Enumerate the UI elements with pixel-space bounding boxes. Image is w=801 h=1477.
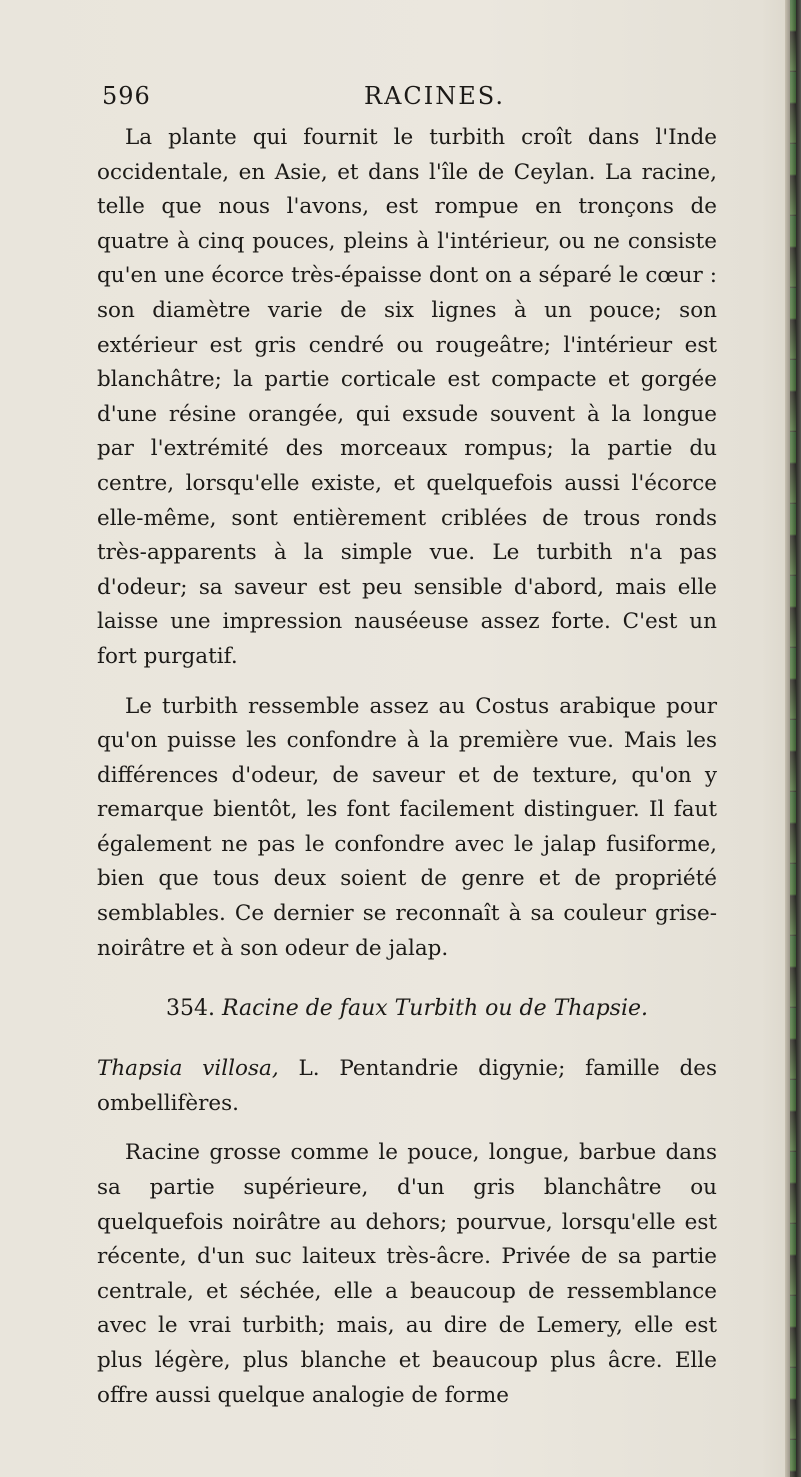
page-edge (785, 0, 801, 1477)
paragraph-turbith-comparison: Le turbith ressemble assez au Costus arabique pour qu'on puisse les confondre à la première vue. Mais les différences d'odeur, de saveur et de texture, qu'on y remarque bientôt, les font facilement distinguer. Il faut également ne pas le confondre avec le jalap fusiforme, bien que tous deux soient de genre et de propriété semblables. Ce dernier se reconnaît à sa couleur grise-noirâtre et à son odeur de jalap. (97, 693, 717, 961)
paragraph-binomial (97, 1052, 717, 1121)
running-title: RACINES. (364, 82, 505, 110)
latin-name: Thapsia villosa, (97, 1056, 279, 1082)
paragraph-turbith-description: La plante qui fournit le turbith croît dans l'Inde occidentale, en Asie, et dans l'île de Ceylan. La racine, telle que nous l'avons, est rompue en tronçons de quatre à cinq pouces, pleins à l'intérieur, ou ne consiste qu'en une écorce très-épaisse dont on a séparé le cœur : son diamètre varie de six lignes à un pouce; son extérieur est gris cendré ou rougeâtre; l'intérieur est blanchâtre; la partie corticale est compacte et gorgée d'une résine orangée, qui exsude souvent à la longue par l'extrémité des morceaux rompus; la partie du centre, lorsqu'elle existe, et quelquefois aussi l'écorce elle-même, sont entièrement criblées de trous ronds très-apparents à la simple vue. Le turbith n'a pas d'odeur; sa saveur est peu sensible d'abord, mais elle laisse une impression nauséeuse assez forte. C'est un fort purgatif. (97, 125, 717, 669)
page-number: 596 (102, 82, 151, 110)
paragraph-root-description: Racine grosse comme le pouce, longue, barbue dans sa partie supérieure, d'un gris blanchâtre ou quelquefois noirâtre au dehors; pourvue, lorsqu'elle est récente, d'un suc laiteux très-âcre. Privée de sa partie centrale, et séchée, elle a beaucoup de ressemblance avec le vrai turbith; mais, au dire de Lemery, elle est plus légère, plus blanche et beaucoup plus âcre. Elle offre aussi quelque analogie de forme (97, 1140, 717, 1408)
section-heading (97, 992, 717, 1026)
page-body (97, 121, 717, 1413)
section-number: 354. (166, 996, 215, 1022)
page-header (102, 82, 702, 122)
classification-text: L. Pentandrie digynie; famille des ombellifères. (97, 1056, 717, 1116)
section-title: Racine de faux Turbith ou de Thapsie. (221, 996, 648, 1022)
